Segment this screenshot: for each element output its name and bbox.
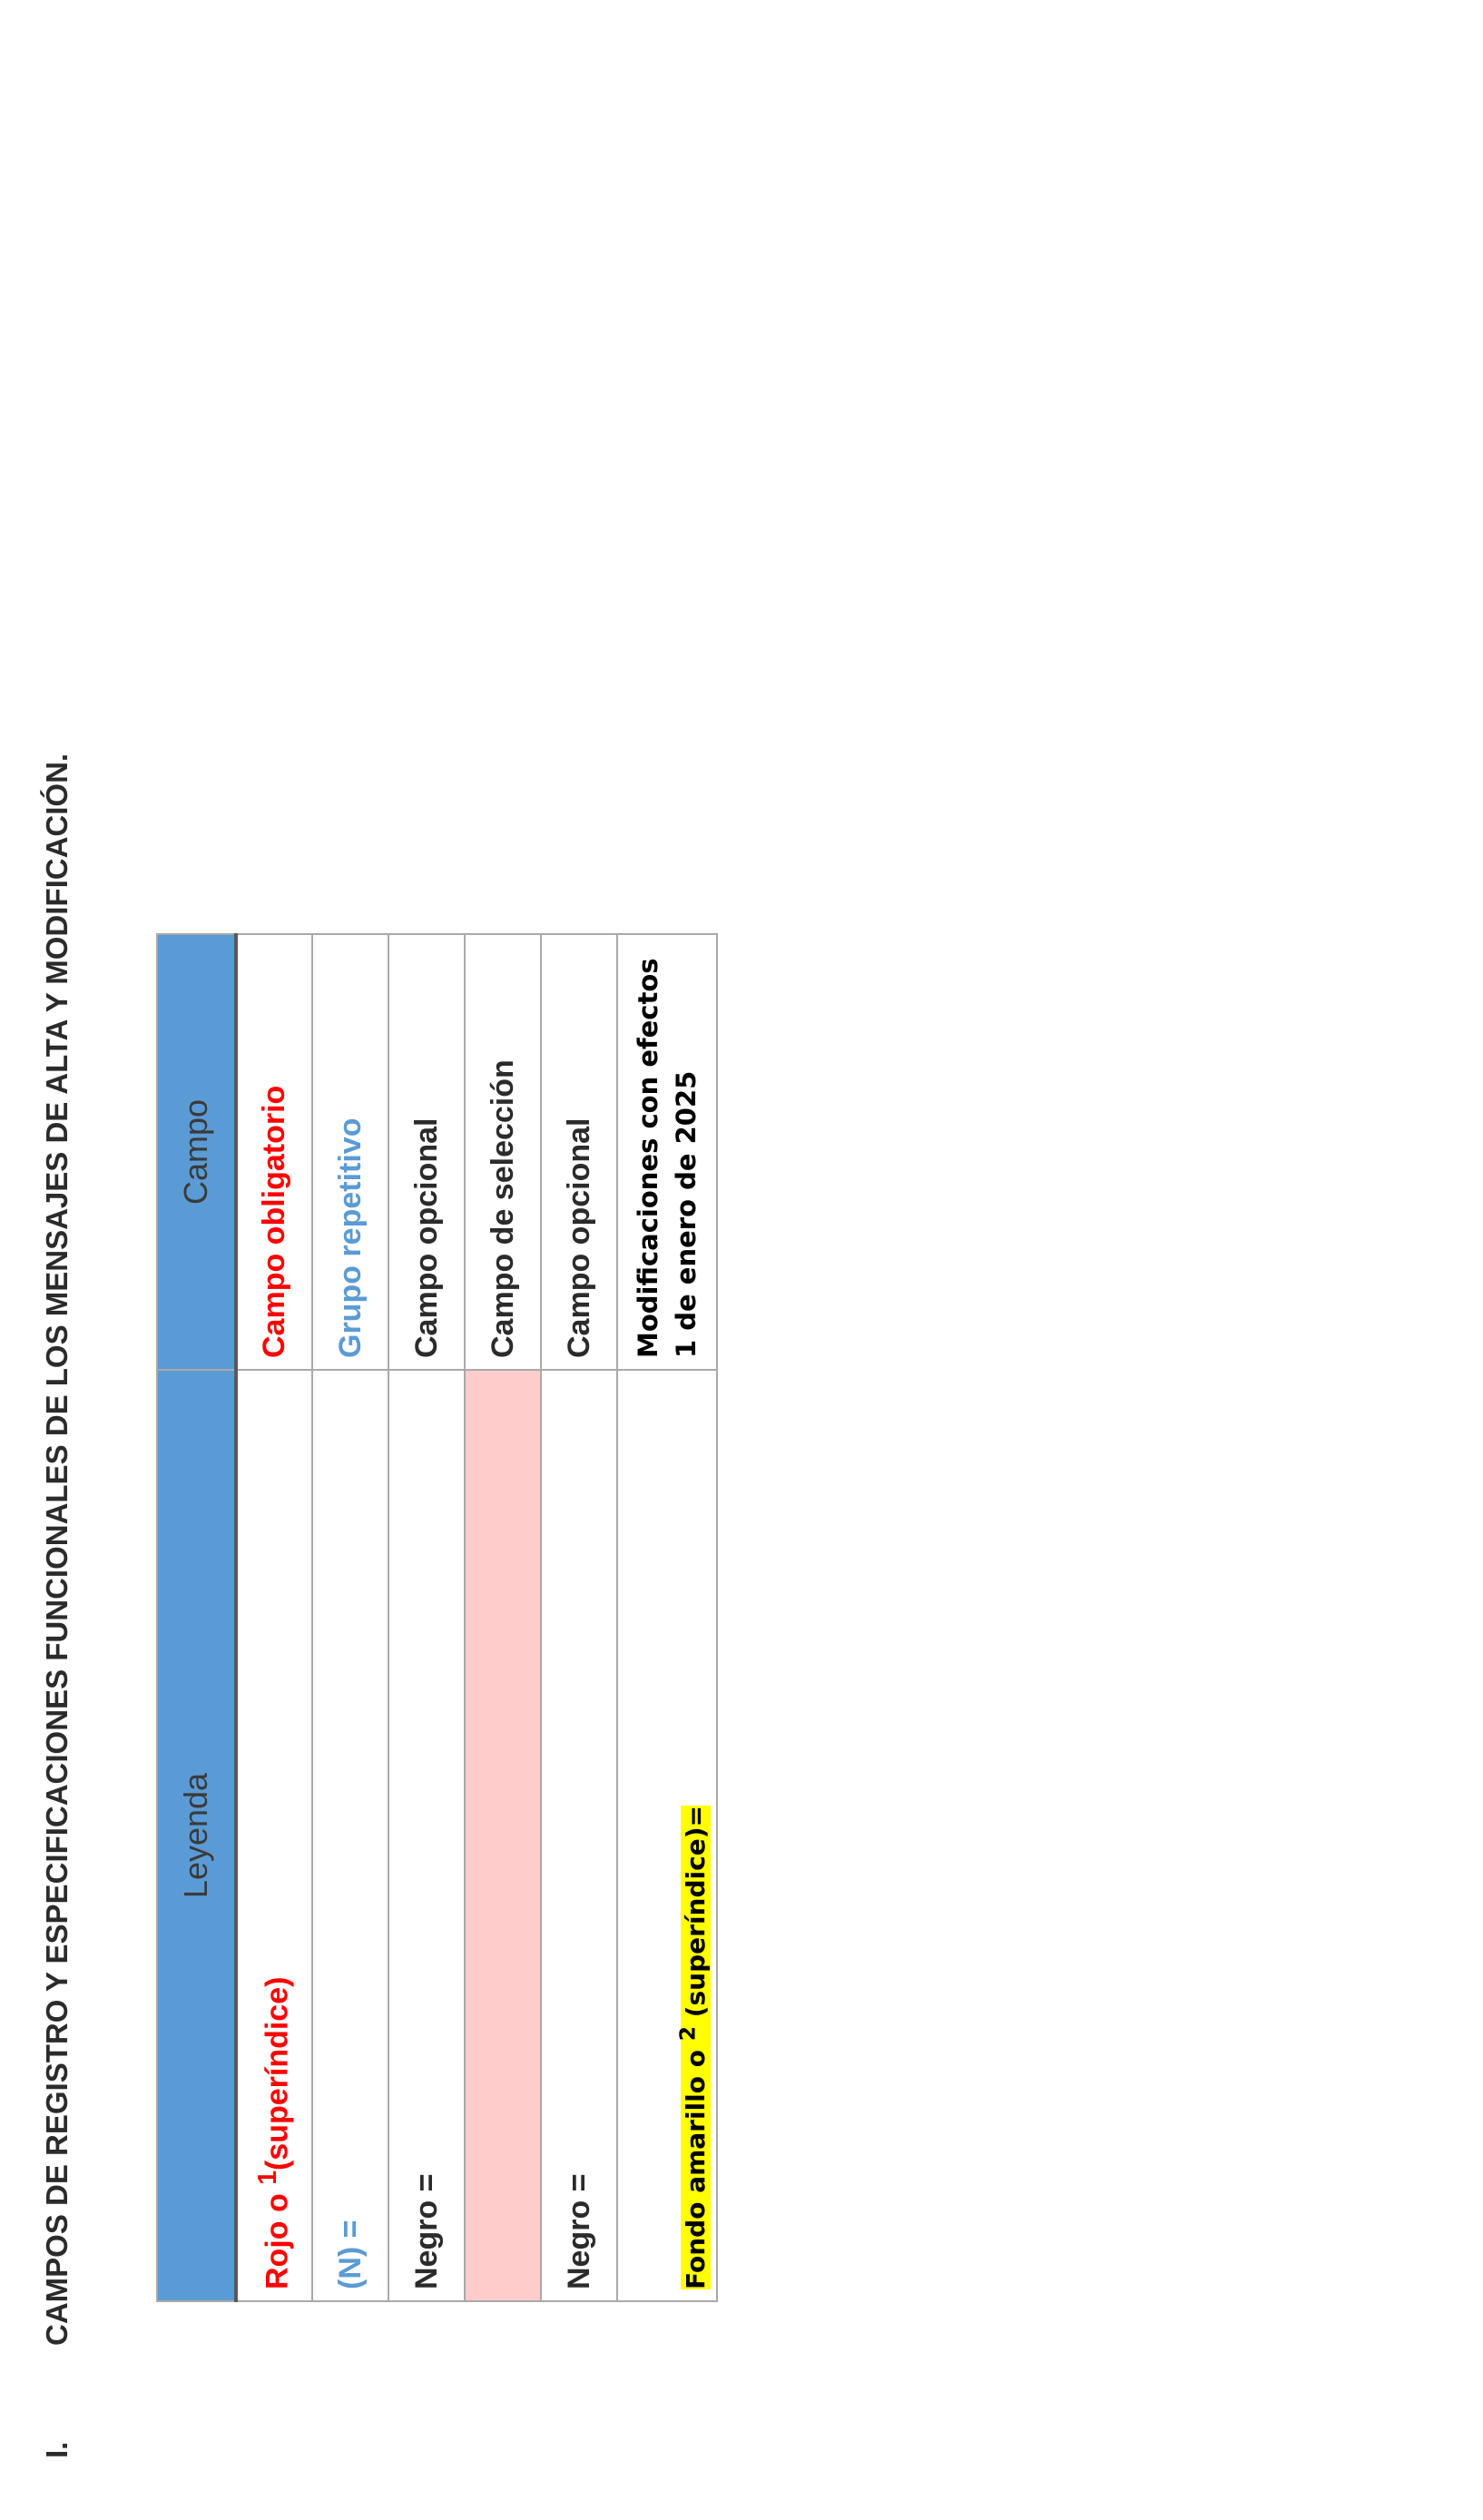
campo-obligatorio: Campo obligatorio <box>236 934 312 1370</box>
legend-header-row <box>157 934 236 2301</box>
legend-row-modificaciones <box>617 934 717 2301</box>
campo-seleccion: Campo de selección <box>465 934 541 1370</box>
header-leyenda: Leyenda <box>157 1370 236 2301</box>
yellow-highlight <box>674 1806 711 2289</box>
legend-rojo-sup: 1 <box>253 2171 283 2185</box>
legend-cell-n: (N) = <box>312 1370 388 2301</box>
section-title: CAMPOS DE REGISTRO Y ESPECIFICACIONES FUNCIONALES DE LOS MENSAJES DE ALTA Y MODIFICACIÓN. <box>40 753 74 2346</box>
legend-row-seleccion <box>465 934 541 2301</box>
campo-modificaciones: Modificaciones con efectos 1 de enero de 2025 <box>617 934 717 1370</box>
legend-row-obligatorio <box>236 934 312 2301</box>
legend-row-repetitivo <box>312 934 388 2301</box>
campo-opcional-1: Campo opcional <box>388 934 465 1370</box>
legend-amarillo-prefix: Fondo amarillo o <box>681 2041 711 2289</box>
legend-table <box>156 933 718 2302</box>
legend-cell-negro-2: Negro = <box>541 1370 617 2301</box>
legend-amarillo-sup: 2 <box>674 2026 701 2042</box>
legend-cell-amarillo <box>617 1370 717 2301</box>
legend-swatch-pink <box>465 1370 541 2301</box>
campo-repetitivo: Grupo repetitivo <box>312 934 388 1370</box>
legend-amarillo-suffix: (superíndice)= <box>681 1806 711 2027</box>
legend-cell-negro-1: Negro = <box>388 1370 465 2301</box>
legend-cell-rojo <box>236 1370 312 2301</box>
legend-row-opcional-2 <box>541 934 617 2301</box>
legend-rojo-prefix: Rojo o <box>260 2184 295 2289</box>
campo-opcional-2: Campo opcional <box>541 934 617 1370</box>
section-heading <box>34 7 80 2458</box>
header-campo: Campo <box>157 934 236 1370</box>
legend-row-opcional-1 <box>388 934 465 2301</box>
legend-rojo-suffix: (superíndice) <box>260 1976 295 2171</box>
section-number: I. <box>40 2441 74 2458</box>
